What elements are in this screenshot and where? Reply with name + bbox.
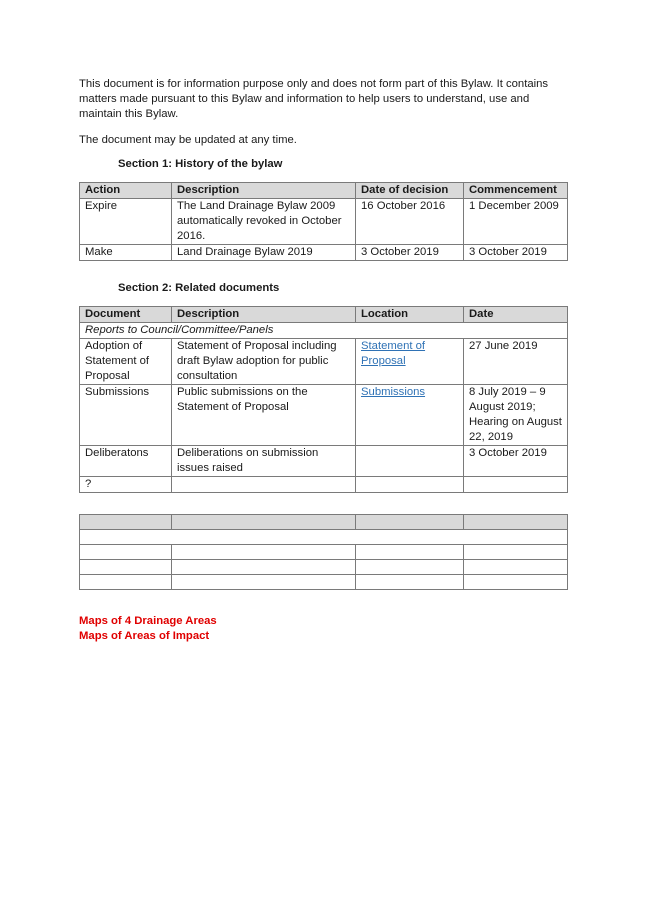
column-header [356,515,464,530]
table-cell: Expire [80,199,172,245]
table-cell: 27 June 2019 [464,339,568,385]
column-header: Action [80,183,172,199]
table-subheading: Reports to Council/Committee/Panels [80,323,568,339]
table-subheading-row [80,323,568,339]
table-row [80,560,568,575]
section2-heading: Section 2: Related documents [118,282,280,294]
table-cell: The Land Drainage Bylaw 2009 automatically revoked in October 2016. [172,199,356,245]
intro-paragraph: This document is for information purpose only and does not form part of this Bylaw. It contains matters made pursuant to this Bylaw and information to help users to understand, use and maintain this Bylaw. [79,78,549,120]
table-cell: 16 October 2016 [356,199,464,245]
table-header-row [80,515,568,530]
table-header-row [80,307,568,323]
table-cell [464,477,568,493]
table-cell [172,545,356,560]
table-cell [356,339,464,385]
table-cell [464,545,568,560]
table-cell [356,385,464,446]
table-cell [80,560,172,575]
table-row [80,199,568,245]
table-cell: Statement of Proposal including draft Bylaw adoption for public consultation [172,339,356,385]
table-cell: 3 October 2019 [464,245,568,261]
column-header: Location [356,307,464,323]
table-cell [172,477,356,493]
table-cell [80,575,172,590]
column-header: Document [80,307,172,323]
table-cell: ? [80,477,172,493]
table-subheading-row [80,530,568,545]
section1-heading: Section 1: History of the bylaw [118,158,283,170]
table-cell: Make [80,245,172,261]
column-header: Date of decision [356,183,464,199]
table-cell [172,575,356,590]
table-cell [356,545,464,560]
table-cell [356,477,464,493]
maps-areas-of-impact-text: Maps of Areas of Impact [79,630,210,642]
table-cell [172,560,356,575]
column-header: Description [172,183,356,199]
table-cell [356,446,464,477]
table-cell: 1 December 2009 [464,199,568,245]
table-row [80,245,568,261]
table-cell [356,575,464,590]
table-cell [464,575,568,590]
table-row [80,575,568,590]
table-cell: Public submissions on the Statement of Proposal [172,385,356,446]
table-cell [356,560,464,575]
table-cell [80,545,172,560]
statement-of-proposal-link[interactable]: Statement of Proposal [361,340,426,367]
table-row [80,477,568,493]
table-row [80,446,568,477]
table-row [80,339,568,385]
maps-drainage-areas-text: Maps of 4 Drainage Areas [79,615,217,627]
table-cell: Adoption of Statement of Proposal [80,339,172,385]
table-cell: 3 October 2019 [464,446,568,477]
table-cell: Deliberatons [80,446,172,477]
column-header: Commencement [464,183,568,199]
column-header [464,515,568,530]
column-header: Description [172,307,356,323]
submissions-link[interactable]: Submissions [361,386,426,398]
table-cell: Submissions [80,385,172,446]
table-cell: Land Drainage Bylaw 2019 [172,245,356,261]
column-header [80,515,172,530]
history-table [79,182,568,261]
table-cell [464,560,568,575]
column-header: Date [464,307,568,323]
table-row [80,385,568,446]
update-note: The document may be updated at any time. [79,134,297,146]
table-cell [80,530,568,545]
empty-table [79,514,568,590]
table-cell: 8 July 2019 – 9 August 2019; Hearing on August 22, 2019 [464,385,568,446]
table-row [80,545,568,560]
related-documents-table [79,306,568,493]
table-header-row [80,183,568,199]
table-cell: Deliberations on submission issues raised [172,446,356,477]
column-header [172,515,356,530]
table-cell: 3 October 2019 [356,245,464,261]
